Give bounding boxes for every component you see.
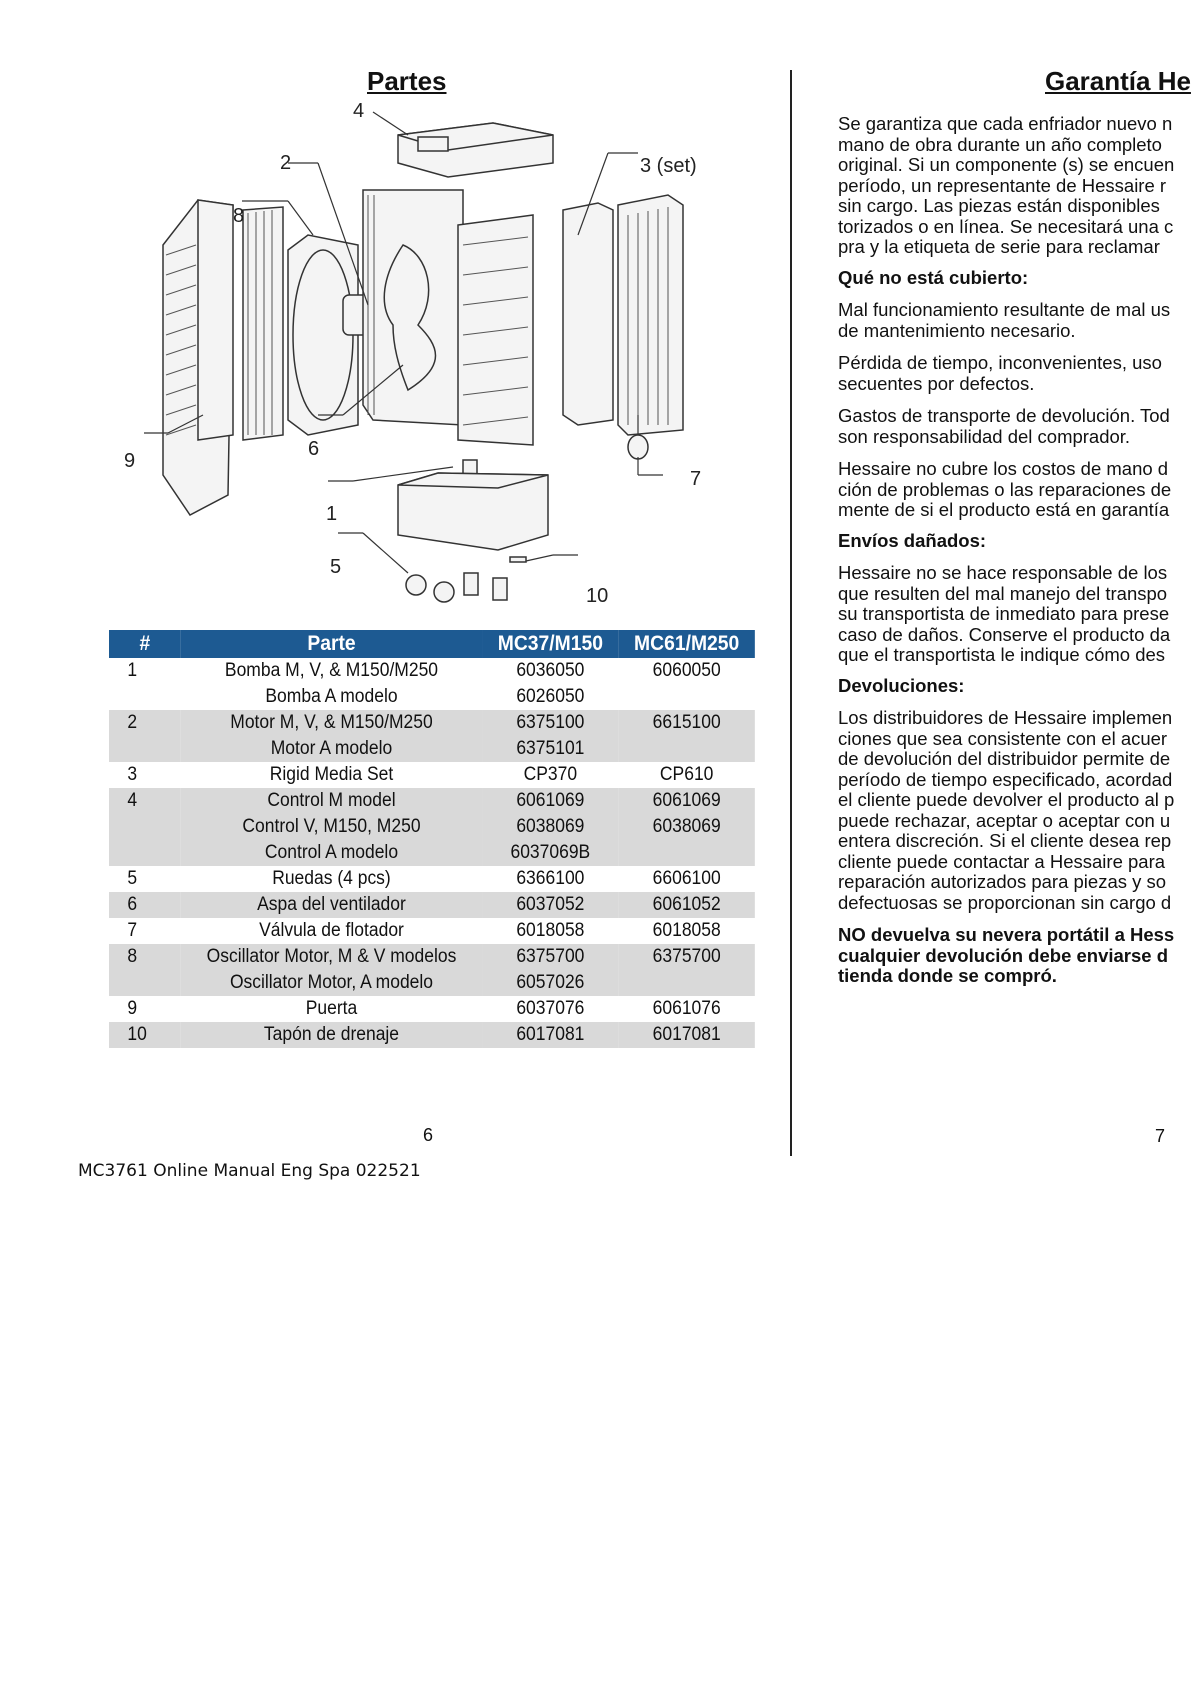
cell-line: 6375700: [652, 946, 721, 967]
cell-line: Ruedas (4 pcs): [272, 868, 391, 889]
cell-line: 6038069: [652, 816, 721, 837]
label-10: 10: [586, 585, 609, 607]
label-1: 1: [326, 503, 338, 525]
parts-table: [109, 630, 755, 1048]
cell-mc61: [619, 944, 755, 996]
label-5: 5: [330, 556, 342, 578]
text-line: cualquier devolución debe enviarse d: [838, 944, 1169, 966]
cell-line: Control A modelo: [264, 842, 399, 863]
table-row: [109, 996, 755, 1022]
not-covered-item: [838, 353, 1191, 394]
text-line: son responsabilidad del comprador.: [838, 425, 1131, 447]
parts-title: Partes: [367, 66, 447, 96]
cell-mc37: [482, 762, 618, 788]
returns-paragraph: [838, 708, 1191, 913]
page-number-right: 7: [1155, 1126, 1166, 1146]
cell-mc37: [482, 658, 618, 710]
cell-line: 6375101: [516, 738, 585, 759]
cell-part: [181, 944, 482, 996]
footer-doc-id: MC3761 Online Manual Eng Spa 022521: [78, 1161, 421, 1181]
cell-number: [109, 944, 181, 996]
cell-line: 4: [127, 790, 138, 811]
exploded-parts-diagram: [108, 95, 768, 630]
cell-line: [619, 736, 755, 762]
not-covered-item: [838, 406, 1191, 447]
cell-line: Control M model: [267, 790, 396, 811]
header-number: #: [109, 630, 181, 658]
cell-part: [181, 892, 482, 918]
cell-mc37: [482, 710, 618, 762]
table-row: [109, 944, 755, 996]
cell-mc61: [619, 892, 755, 918]
parts-table-body: [109, 658, 755, 1048]
cell-number: [109, 658, 181, 710]
damaged-heading: Envíos dañados:: [838, 529, 987, 551]
text-line: Pérdida de tiempo, inconvenientes, uso: [838, 352, 1162, 373]
cell-number: [109, 918, 181, 944]
cell-line: 6375100: [516, 712, 585, 733]
text-line: reparación autorizados para piezas y so: [838, 871, 1167, 892]
cell-part: [181, 762, 482, 788]
cell-line: Oscillator Motor, A modelo: [229, 972, 434, 993]
text-line: cliente puede contactar a Hessaire para: [838, 850, 1166, 872]
header-mc61: MC61/M250: [619, 630, 755, 658]
cell-part: [181, 1022, 482, 1048]
cell-line: 1: [127, 660, 138, 681]
cell-line: 6061052: [652, 894, 721, 915]
cell-line: 6037052: [516, 894, 585, 915]
text-line: caso de daños. Conserve el producto da: [838, 623, 1171, 645]
cell-line: 6606100: [652, 868, 721, 889]
not-covered-item: [838, 300, 1191, 341]
table-row: [109, 918, 755, 944]
part-control-panel: [398, 123, 553, 177]
text-line: su transportista de inmediato para prese: [838, 603, 1170, 624]
cell-line: 9: [127, 998, 138, 1019]
cell-line: 6018058: [652, 920, 721, 941]
label-2: 2: [280, 152, 292, 174]
text-line: puede rechazar, aceptar o aceptar con u: [838, 809, 1171, 831]
text-line: Hessaire no cubre los costos de mano d: [838, 458, 1169, 479]
cell-mc61: [619, 710, 755, 762]
cell-number: [109, 710, 181, 762]
cell-line: 6061076: [652, 998, 721, 1019]
cell-line: Puerta: [305, 998, 358, 1019]
cell-mc61: [619, 866, 755, 892]
table-row: [109, 788, 755, 866]
cell-line: 8: [127, 946, 138, 967]
text-line: sin cargo. Las piezas están disponibles: [838, 195, 1160, 216]
cell-mc37: [482, 944, 618, 996]
text-line: pra y la etiqueta de serie para reclamar: [838, 236, 1160, 257]
label-4: 4: [353, 100, 365, 122]
not-covered-heading: Qué no está cubierto:: [838, 266, 1029, 288]
text-line: Los distribuidores de Hessaire implemen: [838, 707, 1173, 728]
cell-part: [181, 710, 482, 762]
cell-line: Bomba M, V, & M150/M250: [224, 660, 439, 681]
text-line: el cliente puede devolver el producto al p: [838, 789, 1175, 810]
cell-number: [109, 866, 181, 892]
text-line: de devolución del distribuidor permite de: [838, 748, 1171, 769]
cell-line: Motor A modelo: [270, 738, 393, 759]
cell-line: 6061069: [516, 790, 585, 811]
part-door-grille: [163, 200, 233, 515]
text-line: secuentes por defectos.: [838, 372, 1035, 394]
text-line: original. Si un componente (s) se encuen: [838, 154, 1175, 175]
cell-line: 6037069B: [510, 842, 591, 863]
text-line: mente de si el producto está en garantía: [838, 499, 1170, 520]
cell-number: [109, 892, 181, 918]
cell-mc61: [619, 762, 755, 788]
label-6: 6: [308, 438, 320, 460]
page-number-left: 6: [423, 1125, 434, 1145]
cell-line: 3: [127, 764, 138, 785]
cell-line: [619, 684, 755, 710]
cell-line: 6026050: [516, 686, 585, 707]
label-9: 9: [124, 450, 136, 472]
cell-line: Rigid Media Set: [269, 764, 394, 785]
table-header-row: [109, 630, 755, 658]
final-notice: [838, 925, 1191, 987]
cell-line: Oscillator Motor, M & V modelos: [206, 946, 457, 967]
text-line: Gastos de transporte de devolución. Tod: [838, 405, 1170, 426]
cell-line: CP610: [659, 764, 714, 785]
cell-mc37: [482, 918, 618, 944]
cell-line: 6037076: [516, 998, 585, 1019]
damaged-paragraph: [838, 563, 1191, 666]
cell-line: 6017081: [516, 1024, 585, 1045]
text-line: período, un representante de Hessaire r: [838, 174, 1167, 196]
cell-mc37: [482, 788, 618, 866]
label-7: 7: [690, 468, 702, 490]
cell-line: 6036050: [516, 660, 585, 681]
cell-line: 6038069: [516, 816, 585, 837]
cell-number: [109, 788, 181, 866]
not-covered-item: [838, 459, 1191, 521]
returns-heading: Devoluciones:: [838, 674, 965, 696]
cell-mc61: [619, 788, 755, 866]
part-pump-tank: [398, 460, 548, 550]
text-line: entera discreción. Si el cliente desea rep: [838, 830, 1172, 851]
warranty-title: Garantía He: [1045, 66, 1191, 96]
text-line: torizados o en línea. Se necesitará una c: [838, 215, 1174, 237]
table-row: [109, 658, 755, 710]
cell-number: [109, 762, 181, 788]
cell-line: 6615100: [652, 712, 721, 733]
part-casters: [406, 573, 507, 602]
text-line: tienda donde se compró.: [838, 965, 1057, 986]
cell-line: [619, 840, 755, 866]
cell-line: 10: [127, 1024, 147, 1045]
cell-mc37: [482, 892, 618, 918]
cell-line: 6375700: [516, 946, 585, 967]
part-rigid-media: [563, 195, 683, 435]
text-line: NO devuelva su nevera portátil a Hess: [838, 924, 1175, 945]
cell-line: Aspa del ventilador: [257, 894, 406, 915]
cell-line: 6061069: [652, 790, 721, 811]
part-drain-plug: [510, 557, 526, 562]
table-row: [109, 1022, 755, 1048]
cell-mc37: [482, 996, 618, 1022]
table-row: [109, 762, 755, 788]
warranty-text: [838, 114, 1191, 987]
cell-mc61: [619, 996, 755, 1022]
cell-number: [109, 1022, 181, 1048]
text-line: Mal funcionamiento resultante de mal us: [838, 299, 1171, 320]
header-mc37: MC37/M150: [482, 630, 618, 658]
text-line: mano de obra durante un año completo: [838, 133, 1162, 155]
cell-line: Válvula de flotador: [259, 920, 404, 941]
page-divider: [790, 70, 792, 1156]
table-row: [109, 866, 755, 892]
cell-mc61: [619, 918, 755, 944]
text-line: Hessaire no se hace responsable de los: [838, 562, 1168, 583]
cell-line: Tapón de drenaje: [263, 1024, 400, 1045]
cell-line: Control V, M150, M250: [242, 816, 421, 837]
text-line: que el transportista le indique cómo des: [838, 644, 1166, 665]
cell-part: [181, 866, 482, 892]
cell-line: [619, 970, 755, 996]
cell-line: 6018058: [516, 920, 585, 941]
cell-line: 6366100: [516, 868, 585, 889]
cell-line: 6017081: [652, 1024, 721, 1045]
text-line: ciones que sea consistente con el acuer: [838, 727, 1168, 749]
text-line: Se garantiza que cada enfriador nuevo n: [838, 113, 1173, 134]
cell-line: 6: [127, 894, 138, 915]
text-line: período de tiempo especificado, acordad: [838, 768, 1173, 790]
label-3-set: 3 (set): [640, 155, 697, 177]
text-line: que resulten del mal manejo del transpo: [838, 582, 1168, 604]
cell-line: CP370: [523, 764, 578, 785]
cell-mc37: [482, 866, 618, 892]
cell-line: Motor M, V, & M150/M250: [230, 712, 433, 733]
cell-part: [181, 918, 482, 944]
text-line: de mantenimiento necesario.: [838, 319, 1076, 341]
text-line: ción de problemas o las reparaciones de: [838, 478, 1172, 500]
warranty-intro: [838, 114, 1191, 258]
cell-number: [109, 996, 181, 1022]
part-media-grille: [458, 215, 533, 445]
table-row: [109, 892, 755, 918]
cell-part: [181, 788, 482, 866]
table-row: [109, 710, 755, 762]
cell-line: 2: [127, 712, 138, 733]
cell-mc61: [619, 658, 755, 710]
cell-part: [181, 658, 482, 710]
cell-part: [181, 996, 482, 1022]
text-line: defectuosas se proporcionan sin cargo d: [838, 891, 1172, 913]
cell-line: Bomba A modelo: [265, 686, 398, 707]
header-part: Parte: [181, 630, 482, 658]
cell-line: 5: [127, 868, 138, 889]
cell-line: 6057026: [516, 972, 585, 993]
part-filter: [243, 207, 283, 440]
cell-line: 6060050: [652, 660, 721, 681]
cell-mc37: [482, 1022, 618, 1048]
label-8: 8: [233, 205, 245, 227]
cell-line: 7: [127, 920, 138, 941]
cell-mc61: [619, 1022, 755, 1048]
